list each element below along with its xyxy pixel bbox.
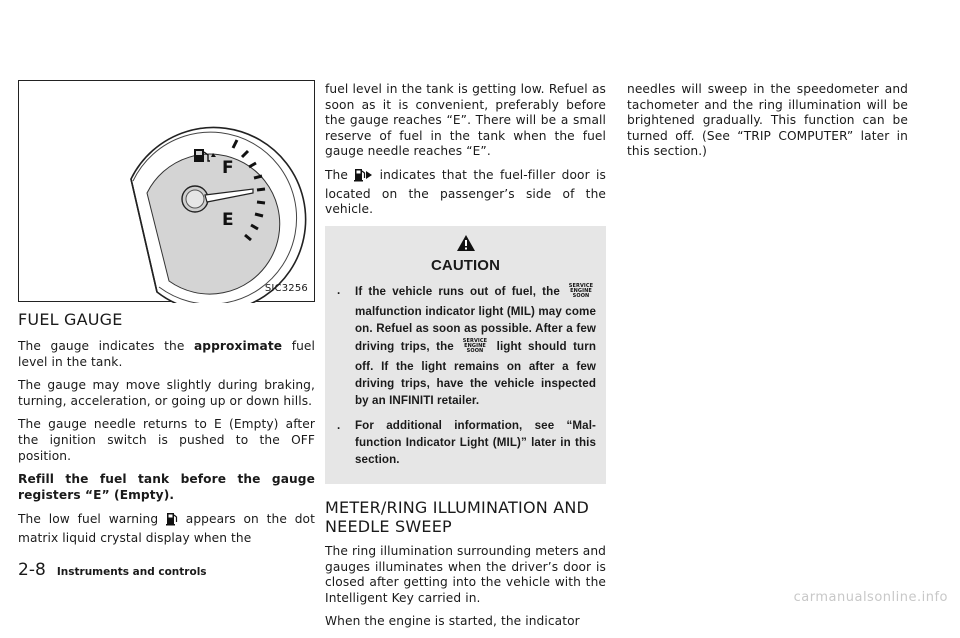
text: indicates that the fuel-filler door is located on the passenger’s side of the vehicle.: [325, 167, 606, 217]
watermark: carmanualsonline.info: [793, 590, 948, 605]
section-title-meter-illumination: [325, 498, 606, 536]
paragraph: [18, 511, 315, 546]
warning-triangle-icon: [456, 241, 476, 255]
column-left: [18, 80, 315, 555]
section-name: Instruments and controls: [56, 566, 207, 578]
caution-header: [335, 234, 596, 274]
column-middle: [325, 82, 606, 638]
svg-text:SOON: SOON: [466, 347, 484, 353]
title-line: METER/RING ILLUMINATION AND: [325, 497, 590, 517]
gauge-empty-label: E: [222, 210, 234, 230]
fuel-filler-side-icon: [354, 168, 373, 187]
page-footer: [18, 560, 207, 580]
service-engine-soon-icon: [460, 337, 490, 358]
paragraph: The gauge needle returns to E (Empty) after the ignition switch is pushed to the OFF position.: [18, 417, 315, 463]
paragraph: The ring illumination surrounding meters and gauges illuminates when the driver’s door is closed after getting into the vehicle with the Intelligent Key carried in.: [325, 543, 607, 605]
bullet: .: [337, 283, 341, 297]
title-line: NEEDLE SWEEP: [325, 516, 452, 536]
paragraph: needles will sweep in the speedometer and tachometer and the ring illumination will be brightened gradually. This function can be turned off. (See “TRIP COMPUTER” later in this section.): [627, 82, 908, 159]
text: fuel level in the tank.: [18, 339, 315, 369]
text: light should turn off. If the light remains on after a few driving trips, have the vehicle inspected by an INFINITI retailer.: [355, 339, 597, 407]
text: The gauge indicates the: [18, 339, 194, 353]
text: If the vehicle runs out of fuel, the: [355, 284, 566, 298]
paragraph: fuel level in the tank is getting low. Refuel as soon as it is convenient, preferably before the gauge reaches “E”. There will be a small reserve of fuel in the tank when the fuel gauge needle reaches “E”.: [325, 82, 606, 159]
section-title-fuel-gauge: FUEL GAUGE: [18, 310, 123, 329]
text: The: [325, 167, 355, 182]
paragraph: When the engine is started, the indicator: [325, 614, 580, 629]
svg-text:SERVICE: SERVICE: [463, 337, 488, 344]
emphasis: approximate: [193, 339, 283, 353]
text: For additional information, see “Mal-function Indicator Light (MIL)” later in this section.: [355, 418, 596, 466]
caution-title: CAUTION: [430, 257, 501, 275]
paragraph: The gauge may move slightly during braking, turning, acceleration, or going up or down hills.: [18, 378, 315, 408]
fuel-gauge-figure: [18, 80, 315, 302]
svg-text:ENGINE: ENGINE: [570, 287, 592, 294]
list-item: [335, 417, 596, 468]
svg-text:SOON: SOON: [572, 292, 590, 298]
page-number: 2-8: [18, 560, 46, 580]
text: malfunction indicator light (MIL) may come on. Refuel as soon as possible. After a few driving trips, the: [355, 304, 596, 353]
text: appears on the dot matrix liquid crystal display when the: [18, 512, 315, 545]
list-item: [335, 282, 596, 409]
service-engine-soon-icon: [566, 282, 596, 303]
caution-box: [325, 226, 606, 484]
text: The low fuel warning: [18, 512, 166, 527]
figure-id: SIC3256: [264, 283, 308, 295]
gauge-full-label: F: [222, 158, 234, 178]
caution-list: [335, 282, 596, 468]
paragraph: [325, 168, 606, 218]
paragraph-bold: Refill the fuel tank before the gauge registers “E” (Empty).: [18, 472, 315, 502]
svg-text:SERVICE: SERVICE: [568, 282, 594, 289]
bullet: .: [337, 418, 341, 432]
paragraph: [18, 339, 315, 370]
low-fuel-warning-icon: [166, 511, 178, 531]
svg-text:ENGINE: ENGINE: [464, 342, 487, 349]
column-right: [627, 82, 908, 168]
fuel-gauge-illustration: [19, 81, 316, 303]
